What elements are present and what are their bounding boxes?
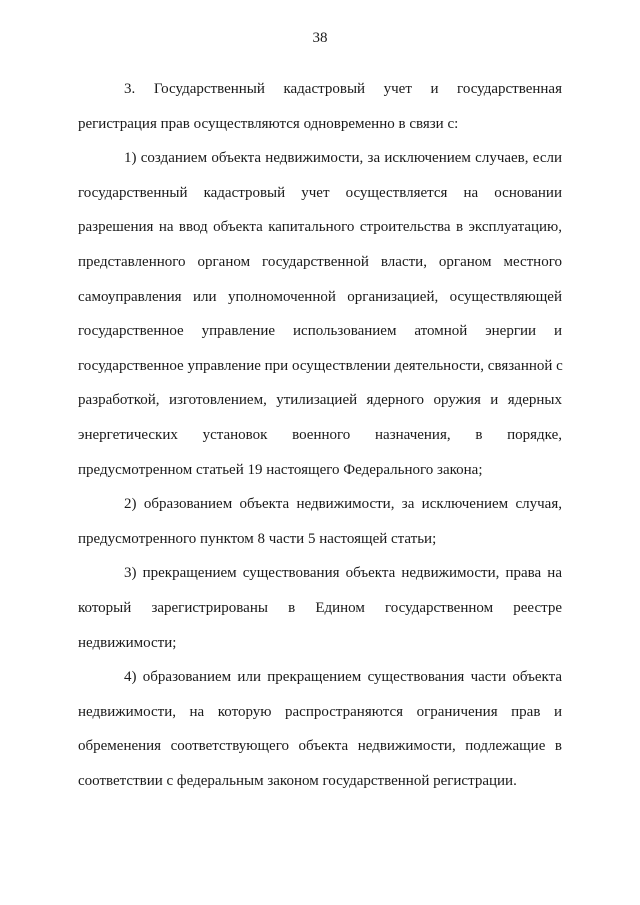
text-line: разработкой, изготовлением, утилизацией ядерного оружия и ядерных <box>78 392 562 409</box>
text-line: предусмотренного пунктом 8 части 5 настоящей статьи; <box>78 530 437 547</box>
text-line: представленного органом государственной власти, органом местного <box>78 253 562 270</box>
page-number: 38 <box>312 30 328 46</box>
text-line: предусмотренном статьей 19 настоящего Федерального закона; <box>78 461 483 478</box>
text-line: разрешения на ввод объекта капитального строительства в эксплуатацию, <box>78 219 562 236</box>
text-line: энергетических установок военного назначения, в порядке, <box>78 426 562 443</box>
paragraph-item-1 <box>78 141 562 487</box>
paragraph-item-2 <box>78 487 562 556</box>
text-line: 4) образованием или прекращением существования части объекта <box>124 669 562 686</box>
text-line: государственное управление использованием атомной энергии и <box>78 323 562 340</box>
text-line: 1) созданием объекта недвижимости, за исключением случаев, если <box>124 150 562 167</box>
text-line: недвижимости; <box>78 634 177 651</box>
text-line: государственное управление при осуществлении деятельности, связанной с <box>78 357 563 374</box>
text-line: обременения соответствующего объекта недвижимости, подлежащие в <box>78 738 562 755</box>
text-line: недвижимости, на которую распространяются ограничения прав и <box>78 703 562 720</box>
text-line: самоуправления или уполномоченной организацией, осуществляющей <box>78 288 562 305</box>
paragraph-item-4 <box>78 660 562 798</box>
text-line: государственный кадастровый учет осуществляется на основании <box>78 184 562 201</box>
paragraph-item-3 <box>78 556 562 660</box>
text-line: регистрация прав осуществляются одновременно в связи с: <box>78 115 459 132</box>
text-line: соответствии с федеральным законом государственной регистрации. <box>78 772 517 789</box>
text-line: 3) прекращением существования объекта недвижимости, права на <box>124 565 562 582</box>
document-body <box>78 72 562 798</box>
text-line: 2) образованием объекта недвижимости, за исключением случая, <box>124 496 562 513</box>
text-line: 3. Государственный кадастровый учет и государственная <box>124 81 562 97</box>
paragraph-3 <box>78 72 562 141</box>
text-line: который зарегистрированы в Едином государственном реестре <box>78 599 562 616</box>
